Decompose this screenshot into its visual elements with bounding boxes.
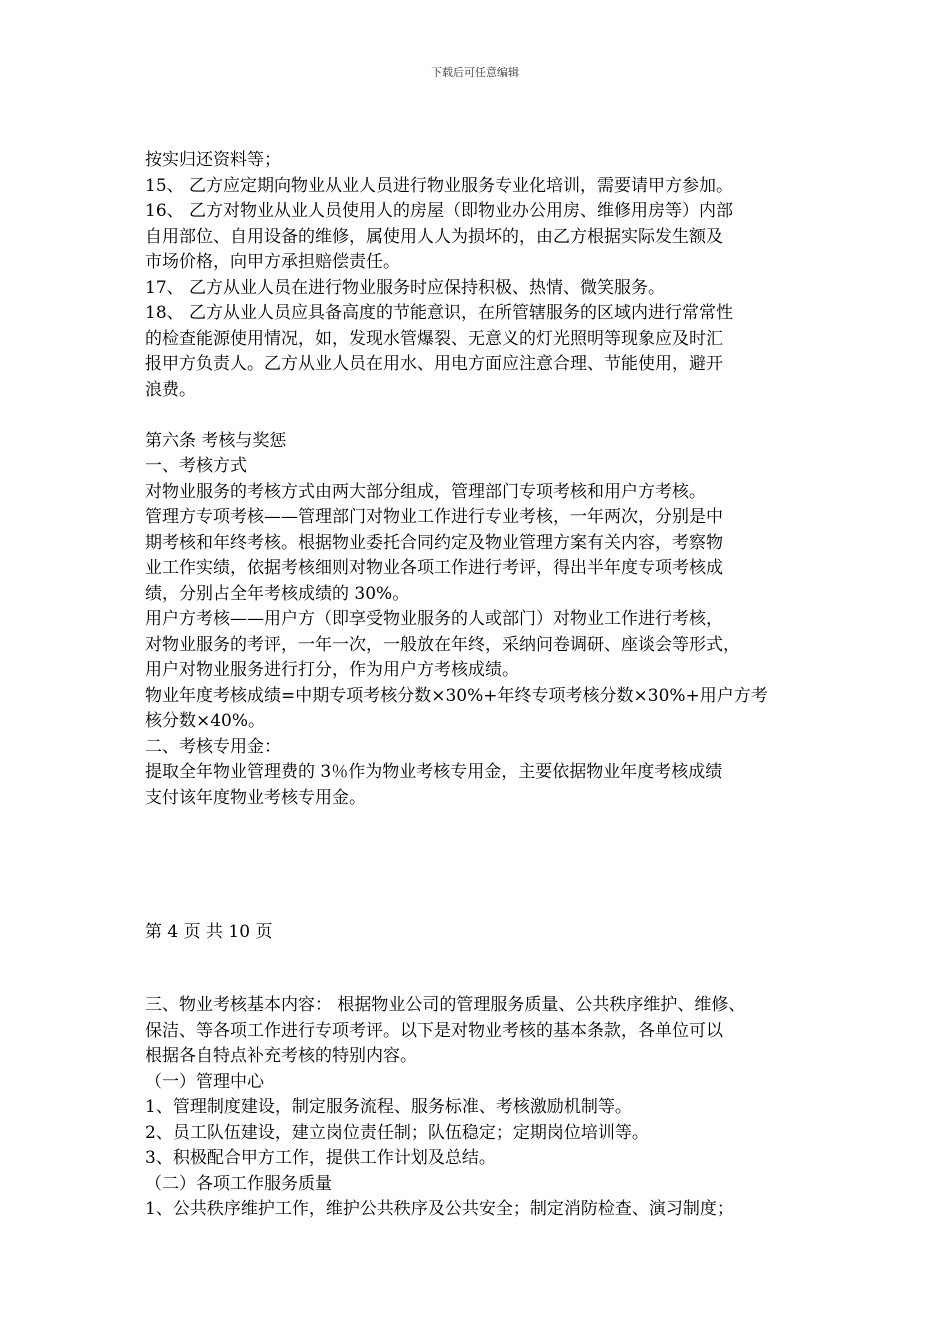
text-line: 绩，分别占全年考核成绩的 30%。	[145, 583, 410, 604]
subsection-heading: （二）各项工作服务质量	[145, 1173, 332, 1194]
text-line: 对物业服务的考评，一年一次，一般放在年终，采纳问卷调研、座谈会等形式，	[145, 634, 740, 655]
paragraph-spacer	[145, 403, 815, 429]
body-section-assessment-content	[145, 993, 815, 1223]
section-heading: 第六条 考核与奖惩	[145, 430, 287, 451]
text-line: 2、员工队伍建设，建立岗位责任制；队伍稳定；定期岗位培训等。	[145, 1122, 649, 1143]
text-line: 17、 乙方从业人员在进行物业服务时应保持积极、热情、微笑服务。	[145, 277, 666, 298]
subsection-heading: 二、考核专用金：	[145, 736, 281, 757]
subsection-heading: 一、考核方式	[145, 456, 247, 476]
text-line: 支付该年度物业考核专用金。	[145, 787, 366, 808]
text-line: 按实归还资料等；	[145, 150, 281, 170]
page-header-note: 下载后可任意编辑	[431, 66, 519, 79]
text-line: 用户对物业服务进行打分，作为用户方考核成绩。	[145, 660, 519, 680]
text-line: 提取全年物业管理费的 3％作为物业考核专用金，主要依据物业年度考核成绩	[145, 762, 723, 782]
text-line: 报甲方负责人。乙方从业人员在用水、用电方面应注意合理、节能使用，避开	[145, 354, 723, 374]
text-line: 1、管理制度建设，制定服务流程、服务标准、考核激励机制等。	[145, 1097, 632, 1117]
text-line: 1、公共秩序维护工作，维护公共秩序及公共安全；制定消防检查、演习制度；	[145, 1199, 734, 1219]
text-line: 用户方考核——用户方（即享受物业服务的人或部门）对物业工作进行考核，	[145, 609, 723, 629]
text-line: 管理方专项考核——管理部门对物业工作进行专业考核，一年两次，分别是中	[145, 507, 723, 527]
subsection-heading: （一）管理中心	[145, 1071, 264, 1092]
text-line: 对物业服务的考核方式由两大部分组成，管理部门专项考核和用户方考核。	[145, 481, 706, 502]
text-line: 3、积极配合甲方工作，提供工作计划及总结。	[145, 1148, 496, 1168]
text-line: 保洁、等各项工作进行专项考评。以下是对物业考核的基本条款，各单位可以	[145, 1020, 723, 1041]
text-line: 18、 乙方从业人员应具备高度的节能意识，在所管辖服务的区域内进行常常性	[145, 303, 734, 323]
text-line: 业工作实绩，依据考核细则对物业各项工作进行考评，得出半年度专项考核成	[145, 558, 723, 578]
page-number: 第 4 页 共 10 页	[145, 922, 273, 942]
body-section-obligations	[145, 148, 815, 811]
text-line: 自用部位、自用设备的维修，属使用人人为损坏的，由乙方根据实际发生额及	[145, 226, 723, 247]
text-line: 物业年度考核成绩=中期专项考核分数×30%+年终专项考核分数×30%+用户方考	[145, 685, 768, 706]
text-line: 三、物业考核基本内容： 根据物业公司的管理服务质量、公共秩序维护、维修、	[145, 995, 746, 1015]
text-line: 浪费。	[145, 379, 196, 400]
text-line: 根据各自特点补充考核的特别内容。	[145, 1046, 417, 1066]
text-line: 市场价格，向甲方承担赔偿责任。	[145, 252, 400, 272]
text-line: 的检查能源使用情况，如，发现水管爆裂、无意义的灯光照明等现象应及时汇	[145, 328, 723, 349]
text-line: 16、 乙方对物业从业人员使用人的房屋（即物业办公用房、维修用房等）内部	[145, 201, 734, 221]
text-line: 核分数×40%。	[145, 711, 266, 731]
text-line: 15、 乙方应定期向物业从业人员进行物业服务专业化培训，需要请甲方参加。	[145, 175, 734, 196]
text-line: 期考核和年终考核。根据物业委托合同约定及物业管理方案有关内容，考察物	[145, 532, 723, 553]
